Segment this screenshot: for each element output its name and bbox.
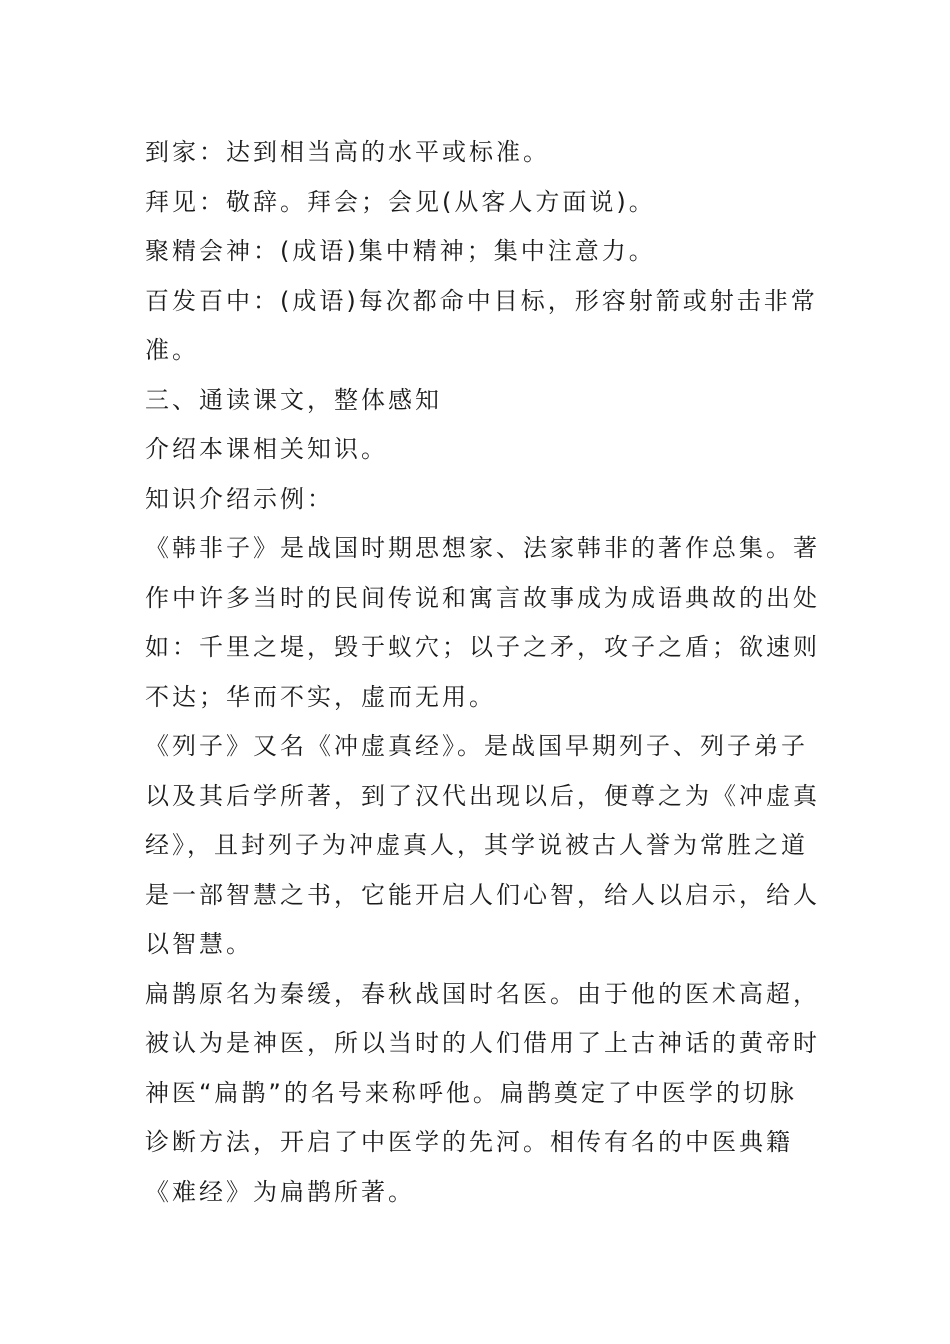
text-line: 扁鹊原名为秦缓，春秋战国时名医。由于他的医术高超， bbox=[145, 979, 820, 1008]
text-line: 是一部智慧之书，它能开启人们心智，给人以启示，给人 bbox=[145, 880, 820, 909]
text-line: 到家：达到相当高的水平或标准。 bbox=[145, 138, 550, 166]
text-line: 不达；华而不实，虚而无用。 bbox=[145, 682, 496, 711]
document-body bbox=[145, 128, 820, 1217]
text-line: 《难经》为扁鹊所著。 bbox=[145, 1177, 415, 1206]
text-line: 以智慧。 bbox=[145, 930, 253, 958]
text-line: 《列子》又名《冲虚真经》。是战国早期列子、列子弟子 bbox=[145, 732, 808, 760]
text-line: 百发百中：(成语)每次都命中目标，形容射箭或射击非常 bbox=[145, 286, 818, 315]
text-line: 介绍本课相关知识。 bbox=[145, 435, 388, 463]
text-line: 以及其后学所著，到了汉代出现以后，便尊之为《冲虚真 bbox=[145, 781, 820, 810]
text-line: 如：千里之堤，毁于蚁穴；以子之矛，攻子之盾；欲速则 bbox=[145, 633, 820, 661]
text-line: 经》，且封列子为冲虚真人，其学说被古人誉为常胜之道 bbox=[145, 831, 808, 859]
text-line: 《韩非子》是战国时期思想家、法家韩非的著作总集。著 bbox=[145, 534, 820, 562]
text-line: 作中许多当时的民间传说和寓言故事成为成语典故的出处 bbox=[145, 583, 820, 612]
text-line: 诊断方法，开启了中医学的先河。相传有名的中医典籍 bbox=[145, 1128, 793, 1156]
text-line: 准。 bbox=[145, 336, 199, 364]
text-line: 拜见：敬辞。拜会；会见(从客人方面说)。 bbox=[145, 187, 656, 216]
text-line: 神医“扁鹊”的名号来称呼他。扁鹊奠定了中医学的切脉 bbox=[145, 1078, 797, 1107]
section-heading: 三、通读课文，整体感知 bbox=[145, 385, 442, 414]
text-line: 被认为是神医，所以当时的人们借用了上古神话的黄帝时 bbox=[145, 1029, 820, 1057]
text-line: 知识介绍示例： bbox=[145, 484, 334, 513]
text-line: 聚精会神：(成语)集中精神；集中注意力。 bbox=[145, 237, 656, 265]
